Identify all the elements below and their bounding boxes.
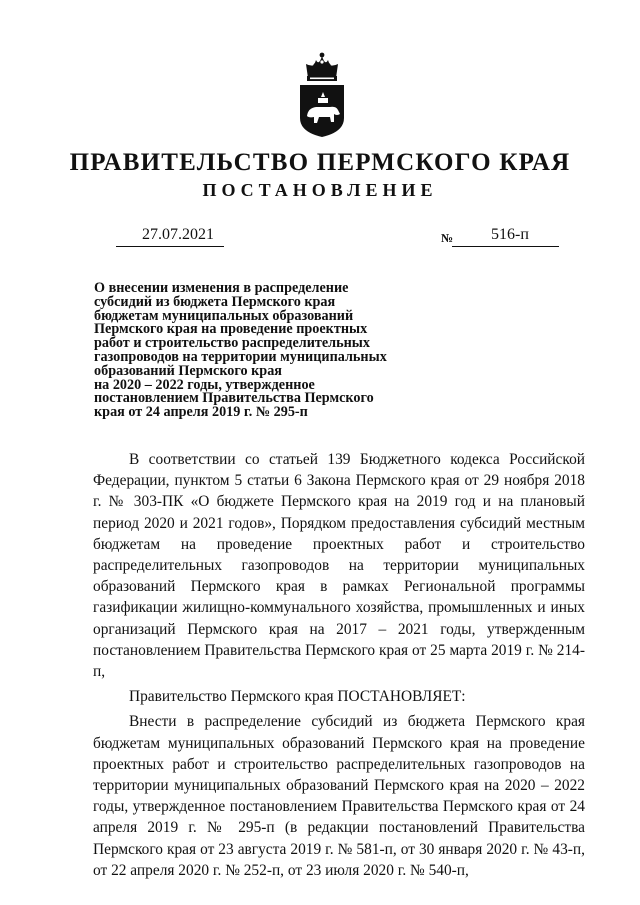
number-underline [452, 246, 559, 247]
subject-line: О внесении изменения в распределение [94, 280, 349, 296]
crown-icon [306, 53, 338, 81]
document-type: ПОСТАНОВЛЕНИЕ [202, 180, 438, 200]
subject-line: края от 24 апреля 2019 г. № 295-п [94, 404, 308, 421]
document-subject [94, 282, 424, 420]
perm-krai-coat-of-arms-icon [294, 52, 350, 138]
subject-line: Пермского края на проведение проектных [94, 321, 368, 338]
amendment-paragraph: Внести в распределение субсидий из бюджета Пермского края бюджетам муниципальных образований Пермского края на проведение проектных работ и строительство распределительных газопроводов на территории муниципальных образований Пермского края на 2020 – 2022 годы, утвержденное постановлением Правительства Пермского края от 24 апреля 2019 г. № 295-п (в редакции постановлений Правительства Пермского края от 23 августа 2019 г. № 581-п, от 30 января 2020 г. № 43-п, от 22 апреля 2020 г. № 252-п, от 23 июля 2020 г. № 540-п, [93, 713, 585, 879]
document-body [93, 449, 585, 881]
subject-line: субсидий из бюджета Пермского края [94, 293, 336, 310]
subject-line: на 2020 – 2022 годы, утвержденное [94, 376, 315, 393]
subject-line: бюджетам муниципальных образований [94, 307, 354, 324]
number-label: № [441, 231, 454, 245]
document-number: 516-п [491, 226, 529, 243]
subject-line: образований Пермского края [94, 362, 282, 379]
subject-line: газопроводов на территории муниципальных [94, 348, 387, 365]
organization-title: ПРАВИТЕЛЬСТВО ПЕРМСКОГО КРАЯ [69, 149, 571, 176]
decree-paragraph: Правительство Пермского края ПОСТАНОВЛЯЕТ: [129, 688, 466, 706]
subject-line: работ и строительство распределительных [94, 335, 370, 352]
subject-line: постановлением Правительства Пермского [94, 390, 374, 407]
preamble-paragraph: В соответствии со статьей 139 Бюджетного кодекса Российской Федерации, пунктом 5 статьи 6 Закона Пермского края от 29 ноября 2018 г. № 303-ПК «О бюджете Пермского края на 2019 год и на плановый период 2020 и 2021 годов», Порядком предоставления субсидий местным бюджетам на проведение проектных работ и строительство распределительных газопроводов на территории муниципальных образований Пермского края в рамках Региональной программы газификации жилищно-коммунального хозяйства, промышленных и иных организаций Пермского края на 2017 – 2021 годы, утвержденным постановлением Правительства Пермского края от 25 марта 2019 г. № 214-п, [93, 451, 585, 681]
date-underline [116, 246, 224, 247]
document-date: 27.07.2021 [142, 226, 214, 243]
